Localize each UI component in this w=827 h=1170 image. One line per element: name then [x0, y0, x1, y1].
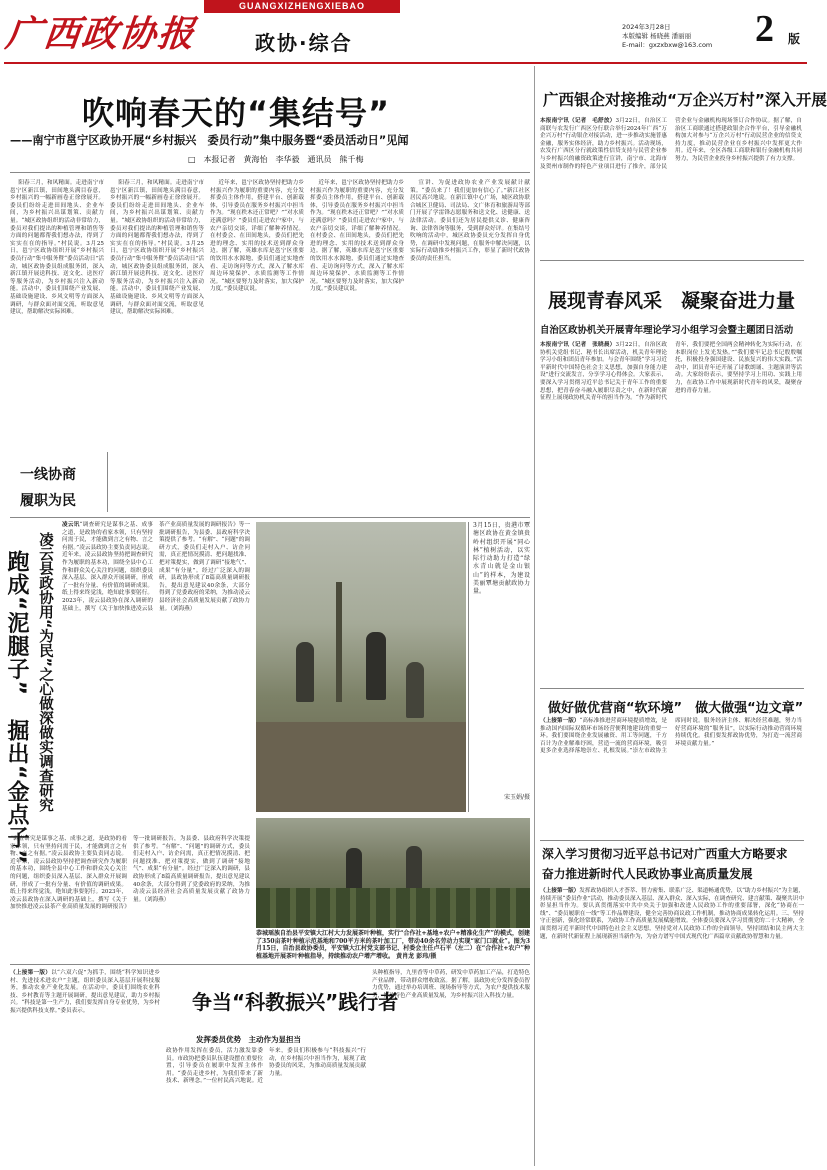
lead-column-3: [410, 180, 530, 510]
photo-1-caption-box: [468, 522, 530, 812]
article-7-text-2: 政协作用发挥在委员，活力激发靠委员。市政协把委员队伍建设摆在重要位置，引导委员在履职中发挥主体作用。“委员走进乡村，为我们带来了新技术、新理念。”一位村民高兴地说。近年来，委员们积极参与“科技振兴”行动，在乡村振兴中担当作为，展现了政协委员的风采，为推动高质量发展贡献力量。: [166, 1048, 366, 1085]
photo-2-caption-text: 恭城瑶族自治县平安镇大江村大力发展茶叶种植，实行“合作社+基地+农户+精准化生产”的模式，创建了350亩茶叶种植示范基地和700平方米的茶叶加工厂，带动40余名劳动力实现“家门口就业”。图为3月15日，自治县政协委员，平安镇大江村党支部书记、村委会主任卢石平（左二）在“合作社+农户”种植基地开展茶叶种植指导，持续推动农户增产增收。: [256, 930, 530, 960]
lead-column-2: [210, 180, 304, 510]
photo-1-caption: 3月15日，贵港市覃塘区政协在黄金镇贵岭村组织开展“同心林”植树活动，以实际行动助力打造“绿水青山就是金山银山”的样本，为建设美丽覃塘贡献政协力量。: [473, 522, 530, 596]
photo-2-credit: 黄肖龙 彭玮/摄: [396, 952, 437, 960]
issue-date: 2024年3月28日: [622, 23, 671, 31]
lead-box-border: [12, 452, 108, 512]
lead-subhead: ——南宁市邕宁区政协开展“乡村振兴 委员行动”集中服务暨“委员活动日”见闻: [10, 134, 409, 147]
article-6-title-1: 深入学习贯彻习近平总书记对广西重大方略要求: [542, 847, 788, 861]
page-number: 2: [755, 8, 774, 50]
photo-tree: [336, 582, 342, 702]
article-4-byline: 凌云讯: [62, 522, 80, 528]
article-7-byline: （上接第一版）: [10, 970, 52, 976]
photo-2-caption: [256, 930, 530, 960]
article-4-body-2: [10, 836, 250, 946]
lead-headline: 吹响春天的“集结号”: [82, 94, 391, 132]
lead-sidebar-line-1: 一线协商: [20, 467, 76, 483]
photo-2-tea-rows: [256, 888, 530, 928]
article-5-body: [540, 718, 802, 836]
lead-sidebar-line-2: 履职为民: [20, 493, 76, 509]
article-3-title-main: 展现青春风采 凝聚奋进力量: [548, 290, 796, 312]
article-6-body: [540, 888, 804, 1166]
article-4-body: [62, 522, 250, 832]
lead-column-3-text: 宣讲、为促进政协农业产业发展献计献策。“委员来了！我们更加有信心了。”新江社区居民高兴地说。在新江镇中心广场，城区政协联合城区卫健局、司法局、文广体育和旅游局等部门开展了学雷锋志愿服务和送文化、送健康、送法律活动。委员们还为居民提供义诊、健康咨询、法律咨询等服务，受到群众好评。在集结号吹响的活动中，城区政协委员充分发挥自身优势，在调研中发现问题，在服务中解决问题，以实际行动助推乡村振兴工作，彰显了新时代政协委员的责任担当。: [410, 180, 530, 262]
article-6-title-2: 奋力推进新时代人民政协事业高质量发展: [542, 867, 753, 881]
lead-column-1: [10, 180, 110, 450]
article-6-byline: （上接第一版）: [540, 888, 580, 894]
lead-column-1b-text: 阳春三月，和风精面。走进南宁市邕宁区新江镇，田间地头满目春意，乡村振兴的一幅新画卷正徐徐展开。委员们纷纷走进田间地头、企业车间，为乡村振兴出谋划策、贡献力量。“城区政协组织的活动非常给力，委员对我们提出的种植管理和销售等方面的问题都帮我们想办法，得到了实实在在的指导。”村民说。3月25日，邕宁区政协组织开展“乡村振兴 委员行动”集中服务暨“委员活动日”活动，城区政协委员组成服务团，深入新江镇开展送科技、送文化、送医疗等服务活动，为乡村振兴注入新动能。活动中，委员们围绕产业发展、基础设施建设、乡风文明等方面深入调研，与群众面对面交流，听取意见建议，帮助解决实际困难。: [110, 180, 210, 316]
article-5-byline: （上接第一版）: [540, 718, 580, 724]
article-4-top-rule: [10, 517, 530, 518]
photo-person-3: [406, 662, 424, 718]
tea-plantation-photo: [256, 818, 530, 928]
article-4-text: “调查研究是谋事之基、成事之道，是政协的看家本领，只有坚持问需于民，才能做到言之有物、言之有据。”凌云县政协主要负责同志说。近年来，凌云县政协坚持把调查研究作为履职的基本功，围绕全县中心工作和群众关心关注的问题，组织委员深入基层、深入群众开展调研，形成了一批有分量、有价值的调研成果。纸上得来终觉浅，绝知此事要躬行。2023年，凌云县政协在深入调研的基础上，撰写《关于加快推进凌云县茶产业高质量发展的调研报告》等一批调研报告，为县委、县政府科学决策提供了参考。“有解”、“问题”的调研方式，委员们走村入户、访企问需，真正把情况摸清、把问题找准、把对策提实，做到了调研“接地气”、成果“有分量”。经过广泛深入的调研，县政协形成了8篇高质量调研报告，提出意见建议40余条，大部分得到了党委政府的采纳，为推动凌云县经济社会高质量发展贡献了政协力量。（刘海燕）: [62, 522, 250, 612]
article-5-divider: [540, 840, 804, 841]
article-7-top-rule: [10, 964, 530, 965]
article-3-divider: [540, 688, 804, 689]
article-2-divider: [540, 260, 804, 261]
issue-editors: 本版编辑 杨晓燕 潘丽丽: [622, 32, 692, 40]
article-5-title: 做好做优营商“软环境” 做大做强“边文章”: [548, 701, 804, 716]
article-4-side-title: 凌云县政协用“为民”之心做深做实调查研究: [37, 532, 53, 813]
article-3-body: [540, 342, 802, 682]
column-divider-main: [534, 66, 535, 1166]
article-6-text: 发挥政协组织人才荟萃、智力密集、联系广泛、渠道畅通优势，以“助力乡村振兴”为主题，持续开展“委员作业”活动，推动委员深入基层、深入群众、深入实际，在调查研究、建言献策、凝聚共识中彰显担当作为。要认真贯彻落实中共中央关于加强和改进人民政协工作的重要部署，深化“协商在一线”、“委员履职在一线”等工作品牌建设，健全完善协商议政工作机制，推动协商成果转化运用。三、坚持守正创新，强化经常联系，为政协工作高质量发展赋能增效。全体委员要深入学习贯彻党的二十大精神，全面贯彻习近平新时代中国特色社会主义思想，坚持党对人民政协工作的全面领导，坚持团结和民主两大主题，在新时代新征程上展现新担当新作为，为奋力谱写中国式现代化广西篇章贡献政协智慧和力量。: [540, 888, 804, 940]
article-3-title-sub: 自治区政协机关开展青年理论学习小组学习会暨主题团日活动: [540, 325, 794, 336]
article-3-text: 3月22日，自治区政协机关党组书记、秘书长出席活动，机关青年理论学习小组和团员青年参加。与会青年围绕“学习习近平新时代中国特色社会主义思想，加强自身能力建设”进行交流发言，分享学习心得体会。大家表示，要深入学习贯彻习近平总书记关于青年工作的重要思想，把青春奋斗融入履职尽责之中，在新时代新征程上展现政协机关青年的担当作为。“作为新时代青年，我们要把全国两会精神转化为实际行动，在本职岗位上发光发热。”“我们要牢记总书记殷殷嘱托，积极投身强国建设、民族复兴的伟大实践。”活动中，团员青年还开展了诗歌朗诵、主题演讲等活动。大家纷纷表示，要坚持学习上用功、实践上用力，在政协工作中展现新时代青年的风采，凝聚奋进的青春力量。: [540, 342, 802, 402]
lead-column-2b: [310, 180, 404, 510]
lead-divider: [10, 172, 530, 173]
article-2-body: [540, 118, 802, 256]
masthead-pinyin: GUANGXIZHENGXIEBAO: [238, 1, 365, 11]
photo-person-1: [296, 642, 314, 702]
issue-email: E-mail：gxzxbxw@163.com: [622, 41, 713, 49]
article-4-title: 跑成“泥腿子” 掘出“金点子”: [4, 550, 29, 865]
lead-byline: □ 本报记者 黄海怡 李华毅 通讯员 熊千梅: [188, 155, 364, 164]
lead-column-1b: [110, 180, 210, 510]
masthead-rule: [4, 62, 807, 64]
article-7-right: [372, 970, 530, 1166]
article-2-title: 广西银企对接推动“万企兴万村”深入开展: [543, 91, 827, 109]
article-7-left: [10, 970, 160, 1166]
photo-person-2: [366, 632, 386, 700]
newspaper-logo: 广西政协报: [3, 13, 198, 55]
article-5-text: “高标准推进营商环境提质增效，是推动国内国际双循环市场经营便利地建设的重要一环。我们要围绕企业发展融资、用工等问题，千方百计为企业解难纾困，营造一流的营商环境，吸引更多企业选择落地崇左、扎根发展。”崇左市政协主席同时说。服务经济主体、解决经营难题，努力当好营商环境的“服务员”，以实际行动推动营商环境持续优化。我们要发挥政协优势，为打造一流营商环境贡献力量。”: [540, 718, 802, 755]
article-2-byline: 本报南宁讯（记者 毛舒放）: [540, 118, 616, 124]
article-3-byline: 本报南宁讯（记者 张晓晨）: [540, 342, 616, 348]
tree-planting-photo: [256, 522, 466, 812]
article-7-text-3: 头种植指导，九里香等中草药，研发中草药加工产品，打造特色产业品牌，带动群众增收致富。据了解，县政协充分发挥委员智力优势，通过举办培训班、现场指导等方式，为农户提供技术服务，推动特色产业高质量发展，为乡村振兴注入科技力量。: [372, 970, 530, 999]
photo-1-credit: 宋玉娟/摄: [503, 794, 530, 801]
article-7-text: 以“六双六促”为抓手，围绕“科学知识进乡村、先进技术进农户”主题，组织委员深入基层开展科技服务，推动农业产业化发展。在活动中，委员们围绕农业科技、乡村教育等主题开展调研，提出意见建议，助力乡村振兴。“科技是第一生产力，我们要发挥自身专业优势，为乡村振兴提供科技支撑。”委员表示。: [10, 970, 160, 1014]
lead-column-2-text: 近年来，邕宁区政协坚持把助力乡村振兴作为履职的重要内容，充分发挥委员主体作用，搭建平台、创新载体，引导委员在服务乡村振兴中担当作为。“现在秩木还正常吧？”“对水质还满意吗？”委员们走进农户家中，与农户亲切交谈，详细了解种养情况。在村委会、在田间地头，委员们把先进的理念、实用的技术送到群众身边。据了解，英雄水库是邕宁区重要的饮用水水源地，委员们通过实地查看、走访询问等方式，深入了解水库周边环境保护、水质监测等工作情况。“城区要努力及时落实，加大保护力度。”委员建议说。: [210, 180, 304, 293]
photo-ground: [256, 722, 466, 812]
article-7-subtitle: 发挥委员优势 主动作为显担当: [196, 1035, 301, 1044]
article-7-middle: [166, 1048, 366, 1166]
article-2-text: 3月22日，自治区工商联与农发行广西区分行联合举行2024年广西“万企兴万村”行动银企对接活动，进一步推动实施普惠金融，服务实体经济，助力乡村振兴。活动现场，农发行广西区分行就政策性信贷支持与民营企业参与乡村振兴的融资政策进行宣讲，南宁市、北海市及贺州市制作的特色产业项目进行了推介，部分民营企业与金融机构现场签订合作协议。据了解，自治区工商联通过搭建政银企合作平台，引导金融机构加大对参与“万企兴万村”行动民营企业的信贷支持力度，推动民营企业在乡村振兴中发挥更大作用。近年来，全区各级工商联和银行金融机构共同努力，为民营企业投身乡村振兴提供了有力支撑。: [540, 118, 802, 170]
article-7-title: 争当“科教振兴”践行者: [192, 990, 399, 1014]
page-number-suffix: 版: [788, 32, 801, 46]
article-4-text-continued: “调查研究是谋事之基、成事之道，是政协的看家本领，只有坚持问需于民，才能做到言之有物、言之有据。”凌云县政协主要负责同志说。近年来，凌云县政协坚持把调查研究作为履职的基本功，围绕全县中心工作和群众关心关注的问题，组织委员深入基层、深入群众开展调研，形成了一批有分量、有价值的调研成果。纸上得来终觉浅，绝知此事要躬行。2023年，凌云县政协在深入调研的基础上，撰写《关于加快推进凌云县茶产业高质量发展的调研报告》等一批调研报告，为县委、县政府科学决策提供了参考。“有解”、“问题”的调研方式，委员们走村入户、访企问需，真正把情况摸清、把问题找准、把对策提实，做到了调研“接地气”、成果“有分量”。经过广泛深入的调研，县政协形成了8篇高质量调研报告，提出意见建议40余条，大部分得到了党委政府的采纳，为推动凌云县经济社会高质量发展贡献了政协力量。（刘海燕）: [10, 836, 250, 911]
section-title: 政协·综合: [255, 31, 353, 55]
lead-column-1-text: 阳春三月，和风精面。走进南宁市邕宁区新江镇，田间地头满目春意，乡村振兴的一幅新画卷正徐徐展开。委员们纷纷走进田间地头、企业车间，为乡村振兴出谋划策、贡献力量。“城区政协组织的活动非常给力，委员对我们提出的种植管理和销售等方面的问题都帮我们想办法，得到了实实在在的指导。”村民说。3月25日，邕宁区政协组织开展“乡村振兴 委员行动”集中服务暨“委员活动日”活动，城区政协委员组成服务团，深入新江镇开展送科技、送文化、送医疗等服务活动，为乡村振兴注入新动能。活动中，委员们围绕产业发展、基础设施建设、乡风文明等方面深入调研，与群众面对面交流，听取意见建议，帮助解决实际困难。: [10, 180, 110, 316]
masthead: [0, 0, 811, 60]
lead-column-2b-text: 近年来，邕宁区政协坚持把助力乡村振兴作为履职的重要内容，充分发挥委员主体作用，搭建平台、创新载体，引导委员在服务乡村振兴中担当作为。“现在秩木还正常吧？”“对水质还满意吗？”委员们走进农户家中，与农户亲切交谈，详细了解种养情况。在村委会、在田间地头，委员们把先进的理念、实用的技术送到群众身边。据了解，英雄水库是邕宁区重要的饮用水水源地，委员们通过实地查看、走访询问等方式，深入了解水库周边环境保护、水质监测等工作情况。“城区要努力及时落实，加大保护力度。”委员建议说。: [310, 180, 404, 293]
